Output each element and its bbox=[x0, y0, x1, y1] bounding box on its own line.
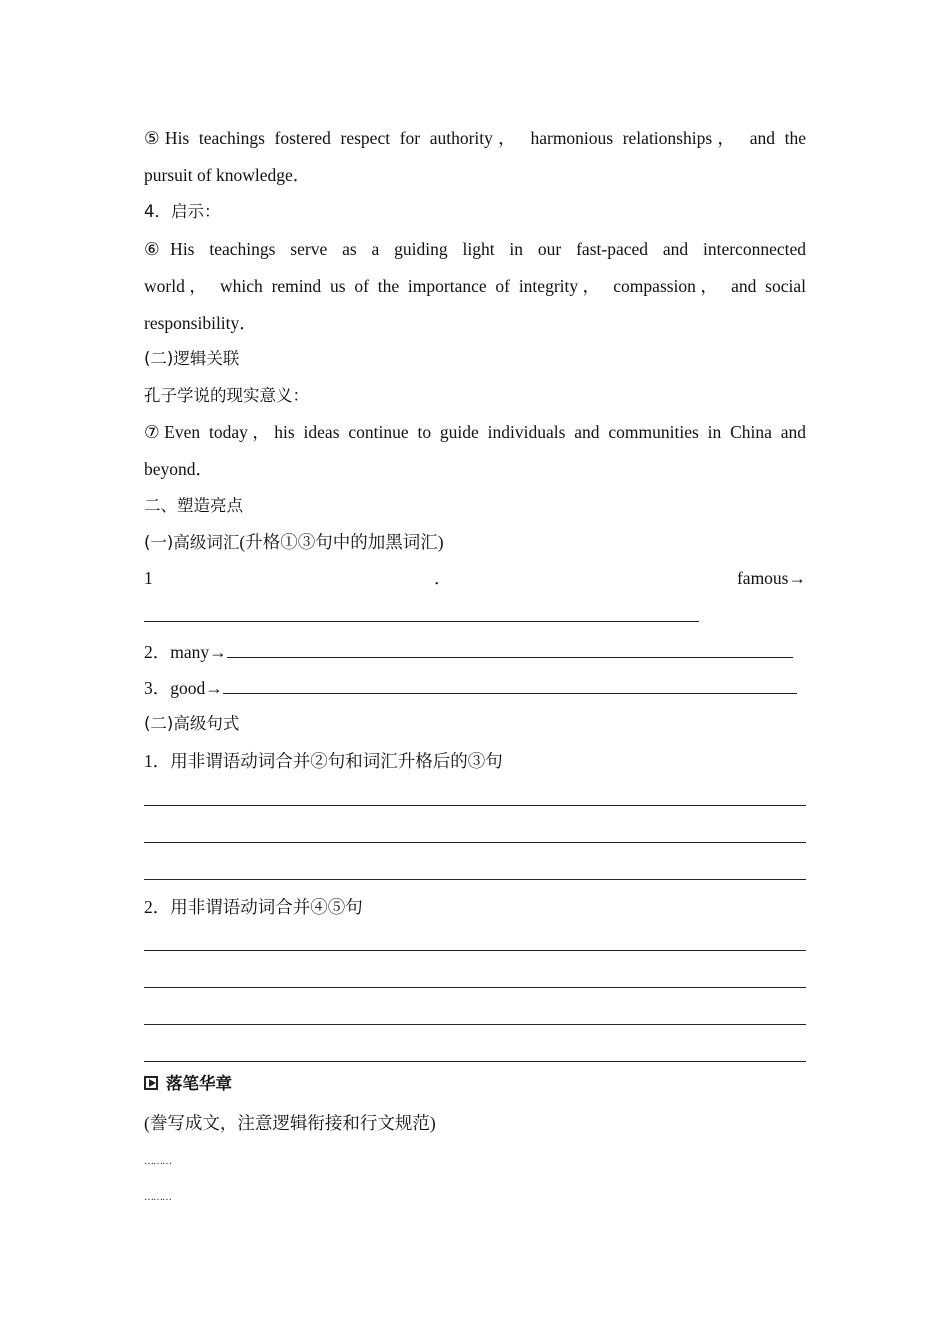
vocab-item-3-answer-line[interactable] bbox=[223, 677, 797, 694]
task1-answer-line[interactable] bbox=[144, 805, 806, 806]
vocab-item-2-label: 2．many→ bbox=[144, 642, 227, 662]
writing-area-dots[interactable]: ……… bbox=[144, 1156, 171, 1167]
logic-heading: (二)逻辑关联 bbox=[144, 349, 240, 368]
vocab-heading bbox=[144, 530, 806, 555]
vocab-heading-main: (一)高级词汇 bbox=[144, 533, 240, 552]
section2-heading: 二、塑造亮点 bbox=[144, 496, 243, 515]
section4-heading: 4．启示： bbox=[144, 202, 221, 221]
task1-prompt: 1．用非谓语动词合并②句和词汇升格后的③句 bbox=[144, 751, 503, 771]
task2-answer-line[interactable] bbox=[144, 950, 806, 951]
final-heading bbox=[144, 1072, 806, 1096]
sentence-heading: (二)高级句式 bbox=[144, 714, 240, 733]
vocab-item-3 bbox=[144, 676, 806, 700]
vocab-heading-note: (升格①③句中的加黑词汇) bbox=[239, 532, 444, 552]
play-icon bbox=[144, 1076, 158, 1090]
final-heading-text: 落笔华章 bbox=[166, 1074, 232, 1093]
vocab-item-3-label: 3．good→ bbox=[144, 678, 223, 698]
task2-answer-line[interactable] bbox=[144, 1061, 806, 1062]
vocab-item-1-answer-line[interactable] bbox=[144, 621, 699, 622]
para5-line2: pursuit of knowledge． bbox=[144, 165, 311, 185]
para7-line2: beyond． bbox=[144, 459, 214, 479]
para6-line1: ⑥His teachings serve as a guiding light in our fast-paced and interconnected bbox=[144, 239, 806, 259]
vocab-item-1-separator: ． bbox=[434, 568, 452, 588]
logic-subheading: 孔子学说的现实意义： bbox=[144, 386, 309, 405]
vocab-item-2-answer-line[interactable] bbox=[227, 641, 793, 658]
vocab-item-1-word: famous→ bbox=[736, 568, 806, 588]
para6-line3: responsibility． bbox=[144, 313, 257, 333]
para6-line2: world， which remind us of the importance of integrity， compassion， and social bbox=[144, 276, 806, 296]
final-note: (誊写成文，注意逻辑衔接和行文规范) bbox=[144, 1113, 436, 1133]
writing-area-dots[interactable]: ……… bbox=[144, 1192, 171, 1203]
task2-prompt: 2．用非谓语动词合并④⑤句 bbox=[144, 897, 363, 917]
para7-line1: ⑦Even today，his ideas continue to guide individuals and communities in China and bbox=[144, 422, 806, 442]
vocab-item-1-number: 1 bbox=[144, 568, 153, 588]
vocab-item-2 bbox=[144, 640, 806, 664]
task1-answer-line[interactable] bbox=[144, 842, 806, 843]
para5-line1: ⑤His teachings fostered respect for authority， harmonious relationships， and the bbox=[144, 128, 806, 148]
task2-answer-line[interactable] bbox=[144, 987, 806, 988]
task2-answer-line[interactable] bbox=[144, 1024, 806, 1025]
task1-answer-line[interactable] bbox=[144, 879, 806, 880]
